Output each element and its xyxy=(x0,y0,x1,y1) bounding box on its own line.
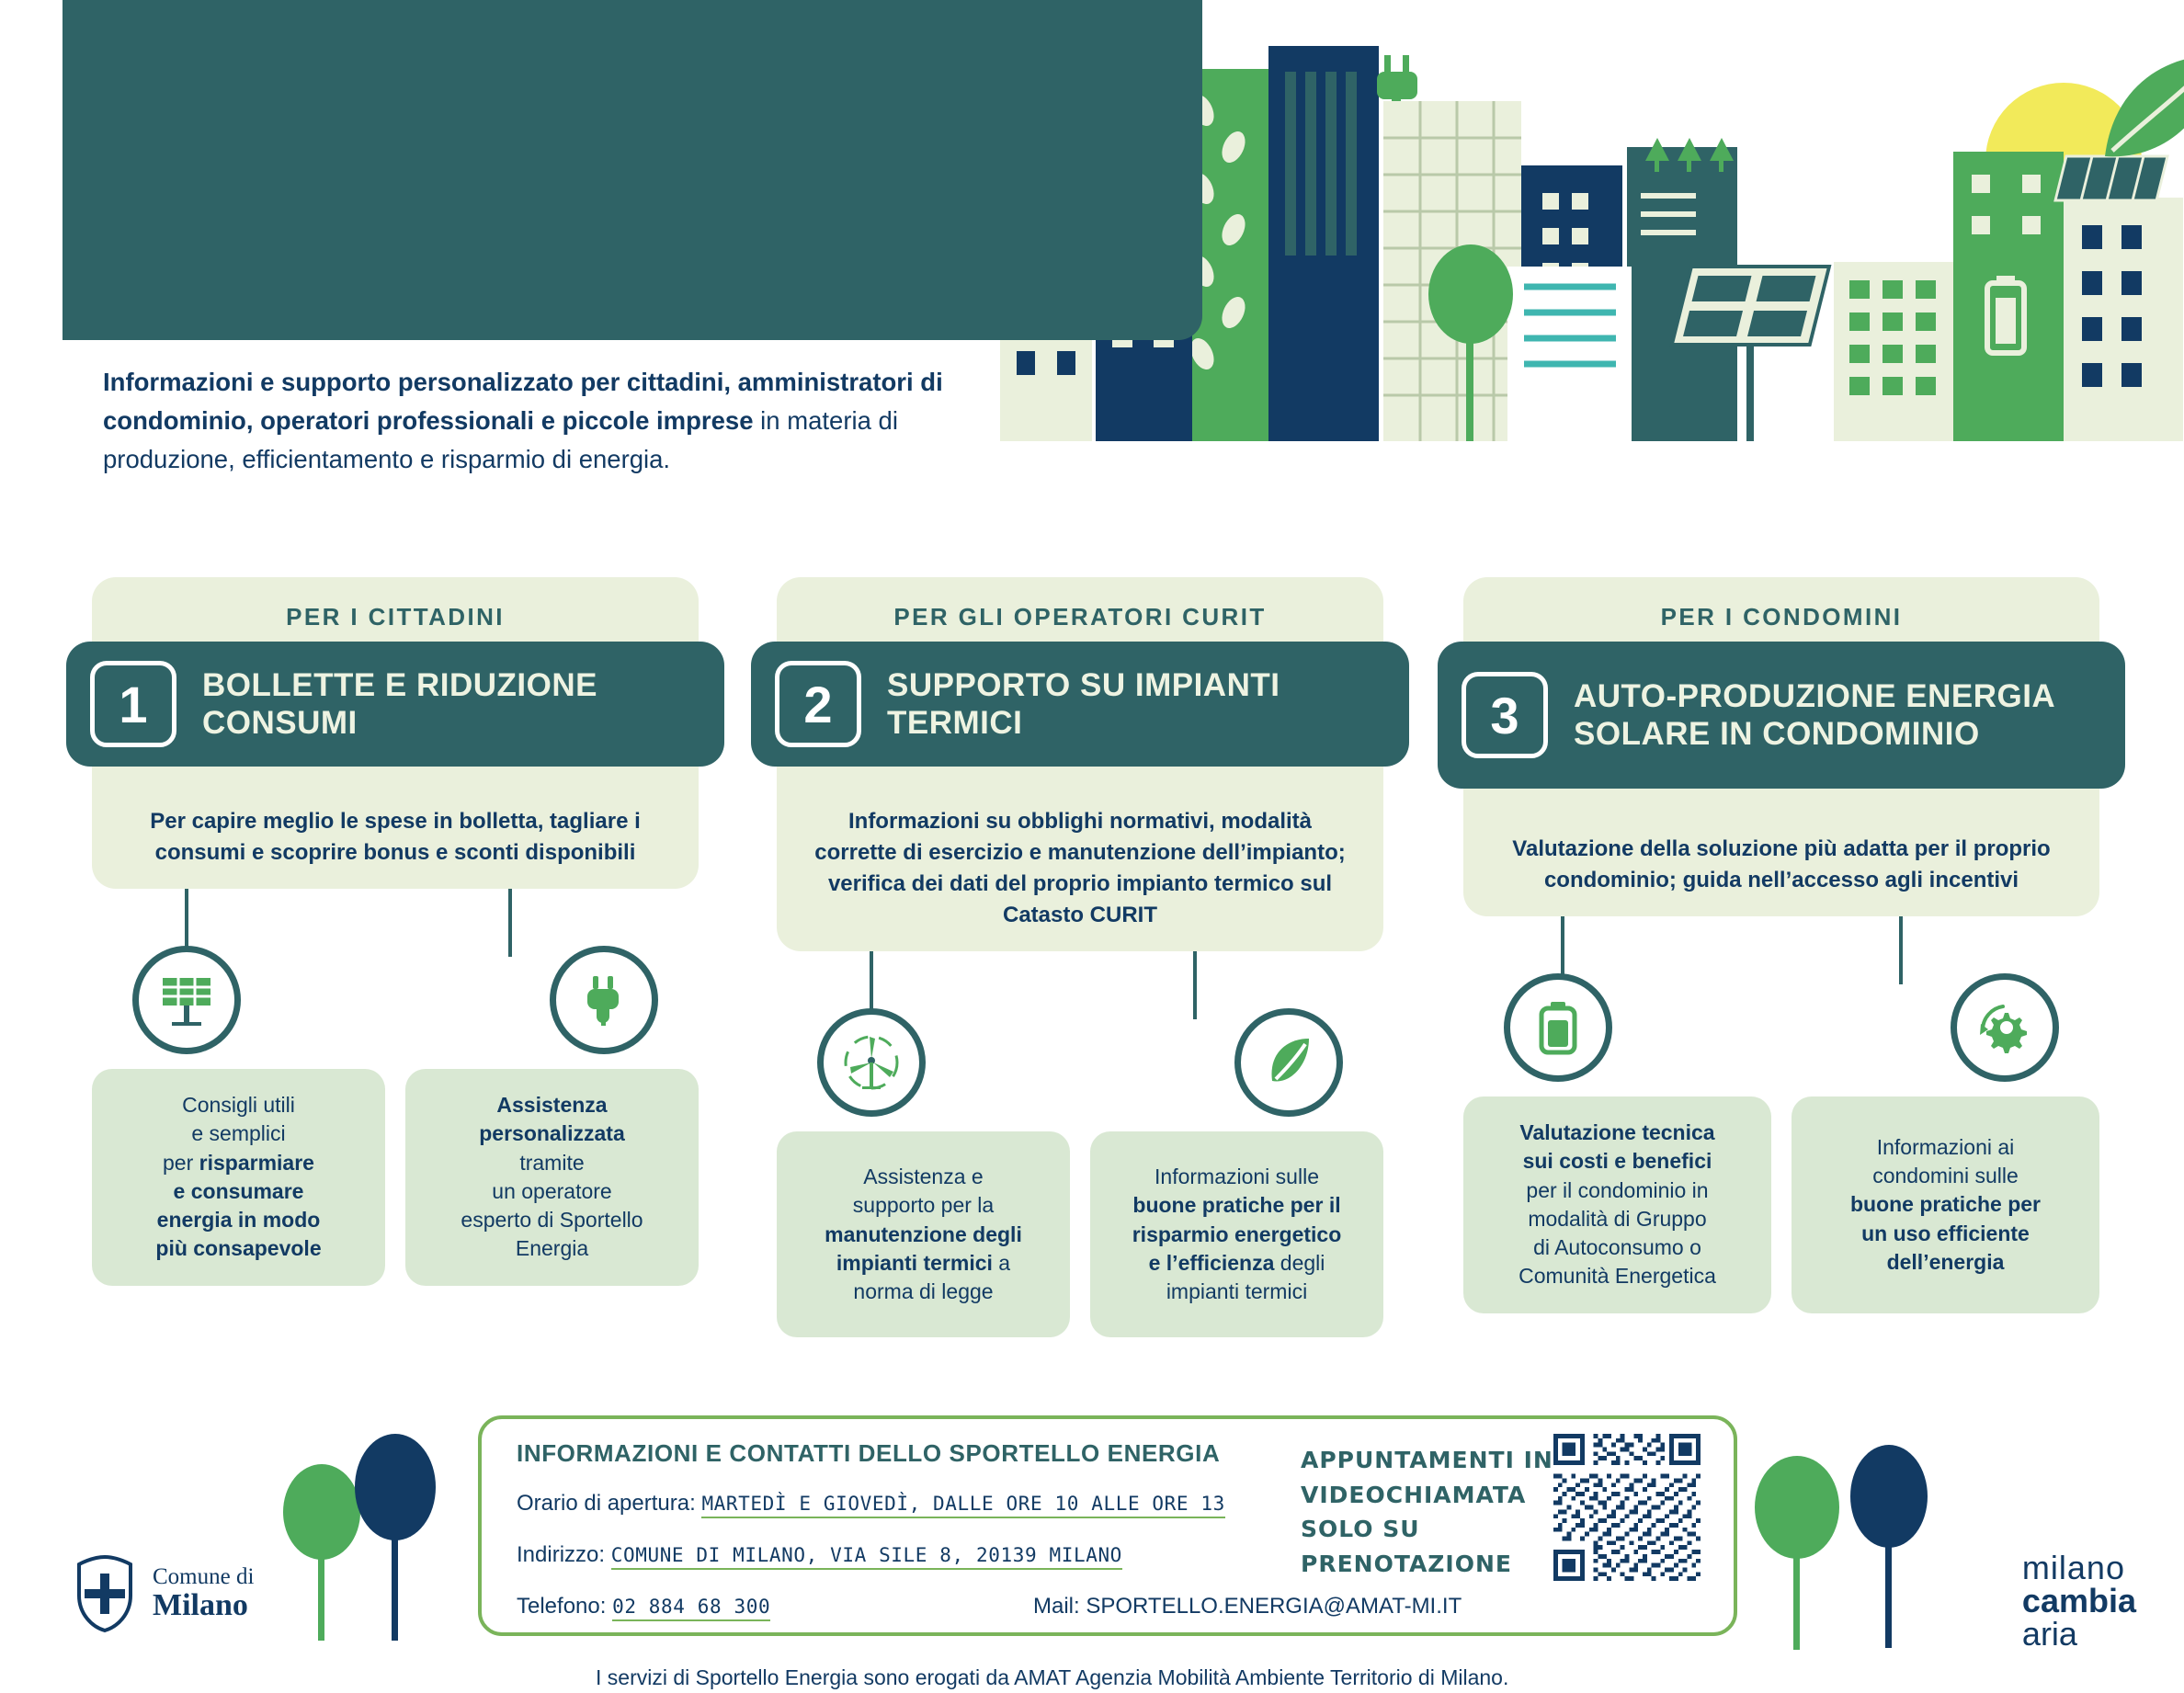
card-text: Informazioni ai condomini sulle buone pratiche per un uso efficiente dell’energia xyxy=(1849,1134,2042,1274)
comune-crest-icon xyxy=(72,1553,138,1634)
milano-cambia-aria-logo xyxy=(2022,1551,2136,1651)
qr-code[interactable] xyxy=(1553,1434,1701,1581)
wind-turbine-icon xyxy=(817,1008,926,1117)
battery-icon xyxy=(1504,973,1612,1082)
intro-rest: in materia di produzione, efficientamento e risparmio di energia. xyxy=(103,405,898,473)
intro-bold: Informazioni e supporto personalizzato per cittadini, amministratori di condominio, operatori professionali e piccole imprese xyxy=(103,368,943,435)
panel-operatori xyxy=(777,577,1383,951)
column-cittadini xyxy=(92,577,699,1286)
card-assistenza-manutenzione xyxy=(777,1131,1070,1337)
trees-right-decoration xyxy=(1746,1425,1949,1659)
step-number-1: 1 xyxy=(90,661,176,747)
panel-title-cittadini: PER I CITTADINI xyxy=(286,603,505,631)
leaf-icon xyxy=(1234,1008,1343,1117)
column-condomini xyxy=(1463,577,2099,1313)
headbar-operatori xyxy=(751,642,1409,767)
card-text: Consigli utili e semplici per risparmiare e consumare energia in modo più consapevole xyxy=(155,1093,322,1261)
connectors-condomini xyxy=(1463,916,2099,1073)
contact-indirizzo xyxy=(517,1542,1122,1568)
card-row-condomini xyxy=(1463,1096,2099,1313)
card-text: Valutazione tecnica sui costi e benefici per il condominio in modalità di Gruppo di Autoconsumo o Comunità Energetica xyxy=(1519,1120,1716,1289)
card-text: Assistenza personalizzata tramite un operatore esperto di Sportello Energia xyxy=(461,1093,643,1261)
panel-title-operatori: PER GLI OPERATORI CURIT xyxy=(893,603,1267,631)
step-heading-2: SUPPORTO SU IMPIANTI TERMICI xyxy=(887,666,1280,741)
step-heading-3: AUTO-PRODUZIONE ENERGIA SOLARE IN CONDOMINIO xyxy=(1574,677,2054,752)
card-text: Assistenza e supporto per la manutenzione degli impianti termici a norma di legge xyxy=(825,1165,1022,1304)
header-band xyxy=(63,0,1202,340)
contact-mail-label: Mail: xyxy=(1033,1594,1080,1619)
panel-desc-condomini: Valutazione della soluzione più adatta per il proprio condominio; guida nell’accesso agli incentivi xyxy=(1512,836,2051,893)
headbar-condomini xyxy=(1438,642,2125,789)
comune-logo-line2: Milano xyxy=(153,1588,248,1623)
contact-telefono xyxy=(517,1594,770,1619)
card-assistenza-personalizzata xyxy=(405,1069,699,1286)
card-text: Informazioni sulle buone pratiche per il risparmio energetico e l’efficienza degli impianti termici xyxy=(1132,1165,1342,1304)
panel-title-condomini: PER I CONDOMINI xyxy=(1660,603,1903,631)
comune-logo-line1: Comune di xyxy=(153,1564,255,1590)
contact-telefono-value: 02 884 68 300 xyxy=(612,1596,770,1621)
power-plug-icon xyxy=(550,946,658,1054)
contact-indirizzo-value: COMUNE DI MILANO, VIA SILE 8, 20139 MILANO xyxy=(611,1544,1122,1570)
contact-mail-value[interactable]: SPORTELLO.ENERGIA@AMAT-MI.IT xyxy=(1086,1594,1462,1619)
appointment-note: APPUNTAMENTI IN VIDEOCHIAMATA SOLO SU PRENOTAZIONE xyxy=(1301,1447,1553,1577)
card-informazioni-condomini xyxy=(1792,1096,2099,1313)
contact-telefono-label: Telefono: xyxy=(517,1594,607,1619)
connectors-cittadini xyxy=(92,889,699,1045)
connectors-operatori xyxy=(777,951,1383,1108)
column-operatori xyxy=(777,577,1383,1337)
gear-recycle-icon xyxy=(1951,973,2059,1082)
card-row-cittadini xyxy=(92,1069,699,1286)
footer-note: I servizi di Sportello Energia sono erogati da AMAT Agenzia Mobilità Ambiente Territorio di Milano. xyxy=(596,1665,1509,1689)
panel-condomini xyxy=(1463,577,2099,916)
contact-indirizzo-label: Indirizzo: xyxy=(517,1542,606,1567)
solar-panel-icon xyxy=(132,946,241,1054)
card-valutazione-tecnica xyxy=(1463,1096,1771,1313)
card-buone-pratiche-risparmio xyxy=(1090,1131,1383,1337)
contact-orario-value: MARTEDÌ E GIOVEDÌ, DALLE ORE 10 ALLE ORE 13 xyxy=(701,1493,1224,1518)
card-row-operatori xyxy=(777,1131,1383,1337)
contact-mail[interactable] xyxy=(1033,1594,1462,1619)
contact-title: INFORMAZIONI E CONTATTI DELLO SPORTELLO ENERGIA xyxy=(517,1439,1221,1467)
step-number-2: 2 xyxy=(775,661,861,747)
panel-desc-cittadini: Per capire meglio le spese in bolletta, tagliare i consumi e scoprire bonus e sconti disponibili xyxy=(150,809,641,866)
step-number-3: 3 xyxy=(1462,672,1548,758)
contact-orario-label: Orario di apertura: xyxy=(517,1491,696,1516)
step-heading-1: BOLLETTE E RIDUZIONE CONSUMI xyxy=(202,666,597,741)
mca-line1: milano xyxy=(2021,1549,2125,1586)
card-consigli-utili xyxy=(92,1069,385,1286)
mca-line3: aria xyxy=(2021,1615,2077,1653)
comune-di-milano-logo xyxy=(72,1553,254,1634)
panel-cittadini xyxy=(92,577,699,889)
intro-paragraph xyxy=(103,363,1004,478)
trees-left-decoration xyxy=(276,1415,450,1650)
contact-orario xyxy=(517,1491,1225,1517)
headbar-cittadini xyxy=(66,642,724,767)
mca-line2: cambia xyxy=(2021,1582,2136,1619)
panel-desc-operatori: Informazioni su obblighi normativi, modalità corrette di esercizio e manutenzione dell’impianto; verifica dei dati del proprio impianto termico sul Catasto CURIT xyxy=(814,809,1346,928)
